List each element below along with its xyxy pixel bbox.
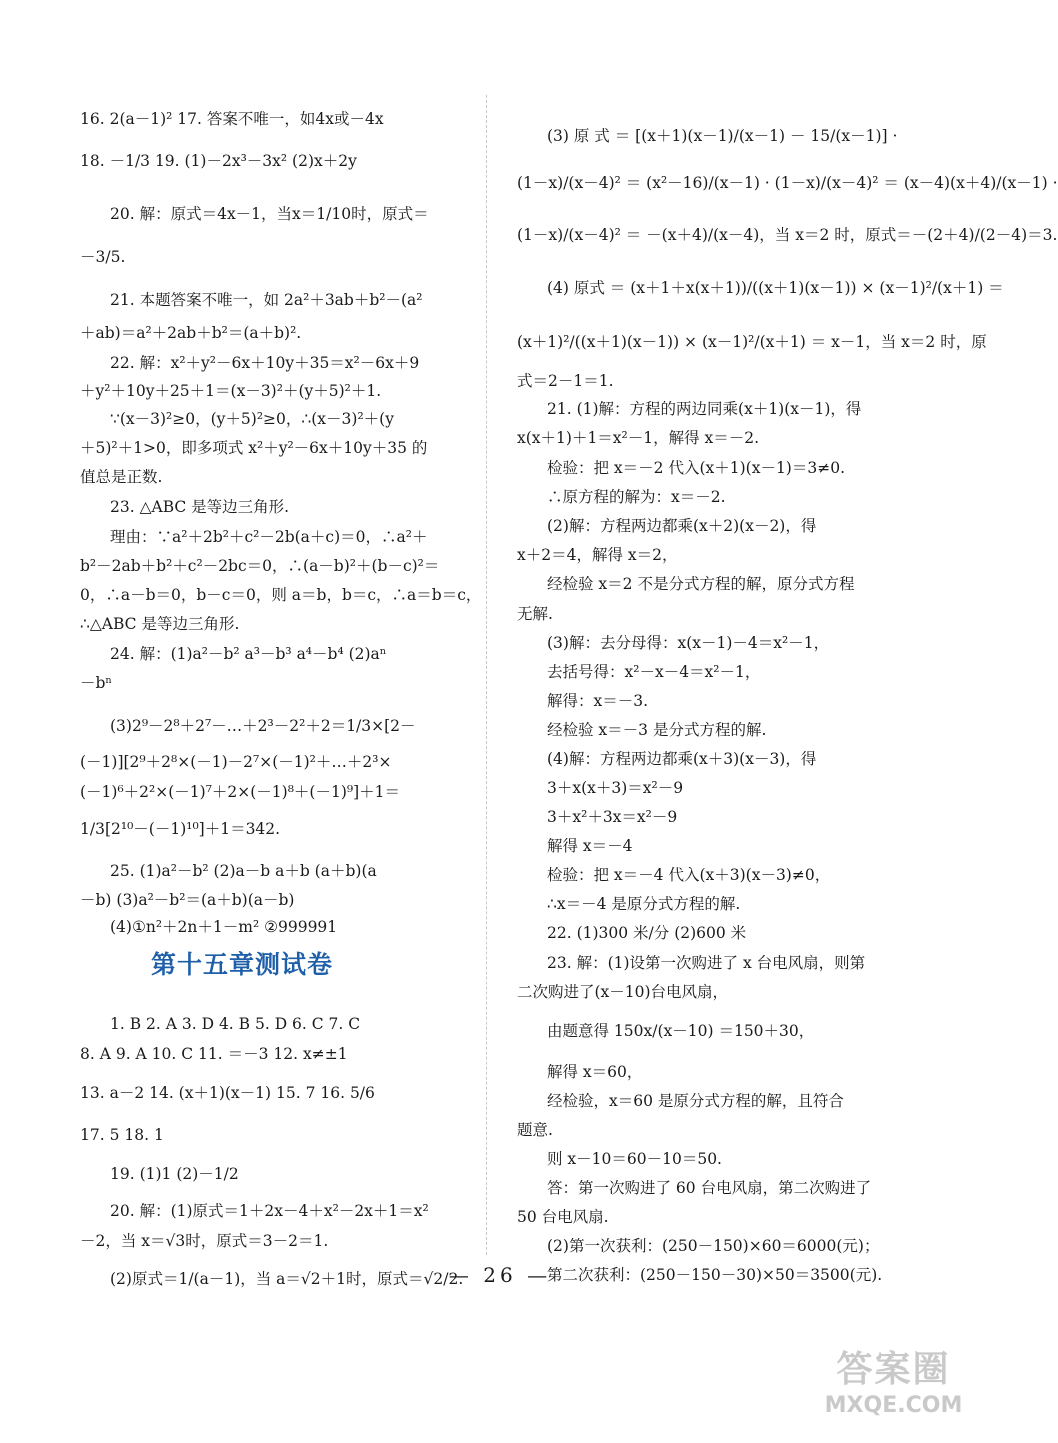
answer-line: 22. 解：x²＋y²－6x＋10y＋35＝x²－6x＋9: [110, 354, 420, 372]
answer-line: 13. a－2 14. (x＋1)(x－1) 15. 7 16. 5/6: [80, 1084, 375, 1102]
answer-line: 经检验 x＝－3 是分式方程的解.: [547, 721, 767, 739]
answer-line: －3/5.: [80, 248, 126, 266]
answer-line: x(x＋1)＋1＝x²－1，解得 x＝－2.: [517, 429, 760, 447]
answer-line: 检验：把 x＝－2 代入(x＋1)(x－1)＝3≠0.: [547, 459, 845, 477]
answer-line: 由题意得 150x/(x－10) ＝150＋30，: [547, 1022, 815, 1040]
answer-line: (－1)][2⁹＋2⁸×(－1)－2⁷×(－1)²＋…＋2³×: [80, 753, 392, 771]
answer-line: 20. 解：(1)原式＝1＋2x－4＋x²－2x＋1＝x²: [110, 1202, 429, 1220]
answer-line: 22. (1)300 米/分 (2)600 米: [547, 924, 747, 942]
answer-line: ∴△ABC 是等边三角形.: [80, 615, 240, 633]
answer-line: b²－2ab＋b²＋c²－2bc＝0，∴(a－b)²＋(b－c)²＝: [80, 557, 440, 575]
answer-line: 经检验 x＝2 不是分式方程的解，原分式方程: [547, 575, 855, 593]
answer-line: (1－x)/(x－4)² ＝ －(x＋4)/(x－4)，当 x＝2 时，原式＝－(2＋4)/(2－4)＝3.: [517, 226, 1058, 244]
answer-line: (3)2⁹－2⁸＋2⁷－…＋2³－2²＋2＝1/3×[2－: [110, 717, 416, 735]
answer-line: 18. －1/3 19. (1)－2x³－3x² (2)x＋2y: [80, 152, 357, 170]
watermark-text: 答案圈: [836, 1349, 951, 1390]
answer-line: ∴原方程的解为：x＝－2.: [547, 488, 726, 506]
answer-line: 则 x－10＝60－10＝50.: [547, 1150, 722, 1168]
answer-line: 解得：x＝－3.: [547, 692, 649, 710]
answer-line: 50 台电风扇.: [517, 1208, 609, 1226]
answer-line: ＋ab)＝a²＋2ab＋b²＝(a＋b)².: [80, 324, 302, 342]
answer-line: 答：第一次购进了 60 台电风扇，第二次购进了: [547, 1179, 872, 1197]
answer-line: 解得 x＝－4: [547, 837, 633, 855]
answer-line: 无解.: [517, 605, 553, 623]
answer-line: (4) 原式 ＝ (x＋1＋x(x＋1))/((x＋1)(x－1)) × (x－1)²/(x＋1) ＝: [547, 279, 1004, 297]
watermark-logo: [806, 1345, 981, 1430]
answer-line: 1/3[2¹⁰－(－1)¹⁰]＋1＝342.: [80, 820, 281, 838]
answer-line: 24. 解：(1)a²－b² a³－b³ a⁴－b⁴ (2)aⁿ: [110, 645, 387, 663]
answer-line: 值总是正数.: [80, 468, 163, 486]
page-number: — 26 —: [448, 1263, 552, 1287]
answer-line: 23. 解：(1)设第一次购进了 x 台电风扇，则第: [547, 954, 866, 972]
answer-line: －b) (3)a²－b²＝(a＋b)(a－b): [80, 891, 295, 909]
answer-line: 1. B 2. A 3. D 4. B 5. D 6. C 7. C: [110, 1015, 361, 1033]
answer-line: 16. 2(a－1)² 17. 答案不唯一，如4x或－4x: [80, 110, 384, 128]
answer-line: (1－x)/(x－4)² ＝ (x²－16)/(x－1) · (1－x)/(x－4)² ＝ (x－4)(x＋4)/(x－1) ·: [517, 174, 1058, 192]
answer-line: 19. (1)1 (2)－1/2: [110, 1165, 239, 1183]
answer-line: 去括号得：x²－x－4＝x²－1，: [547, 663, 761, 681]
answer-line: (2)解：方程两边都乘(x＋2)(x－2)，得: [547, 517, 817, 535]
answer-line: (4)①n²＋2n＋1－m² ②999991: [110, 918, 338, 936]
answer-line: ∴x＝－4 是原分式方程的解.: [547, 895, 741, 913]
answer-line: ＋5)²＋1>0，即多项式 x²＋y²－6x＋10y＋35 的: [80, 439, 428, 457]
section-heading: 第十五章测试卷: [150, 950, 333, 979]
answer-line: 检验：把 x＝－4 代入(x＋3)(x－3)≠0，: [547, 866, 831, 884]
answer-line: 式＝2－1＝1.: [517, 372, 614, 390]
answer-line: －bⁿ: [80, 674, 113, 692]
answer-line: 3＋x(x＋3)＝x²－9: [547, 779, 684, 797]
answer-line: (3)解：去分母得：x(x－1)－4＝x²－1，: [547, 634, 830, 652]
answer-line: 3＋x²＋3x＝x²－9: [547, 808, 678, 826]
answer-line: 理由：∵a²＋2b²＋c²－2b(a＋c)＝0，∴a²＋: [110, 528, 428, 546]
answer-line: －2，当 x＝√3时，原式＝3－2＝1.: [80, 1232, 329, 1250]
answer-line: (－1)⁶＋2²×(－1)⁷＋2×(－1)⁸＋(－1)⁹]＋1＝: [80, 783, 400, 801]
answer-line: ＋y²＋10y＋25＋1＝(x－3)²＋(y＋5)²＋1.: [80, 382, 382, 400]
answer-line: (4)解：方程两边都乘(x＋3)(x－3)，得: [547, 750, 817, 768]
answer-line: (2)原式＝1/(a－1)，当 a＝√2＋1时，原式＝√2/2.: [110, 1270, 464, 1288]
answer-line: 8. A 9. A 10. C 11. ＝－3 12. x≠±1: [80, 1045, 348, 1063]
answer-line: 解得 x＝60，: [547, 1063, 643, 1081]
answer-line: 21. (1)解：方程的两边同乘(x＋1)(x－1)，得: [547, 400, 862, 418]
answer-line: 17. 5 18. 1: [80, 1126, 164, 1144]
answer-line: ∵(x－3)²≥0，(y＋5)²≥0，∴(x－3)²＋(y: [110, 410, 394, 428]
answer-line: (x＋1)²/((x＋1)(x－1)) × (x－1)²/(x＋1) ＝ x－1，当 x＝2 时，原: [517, 333, 987, 351]
answer-line: x＋2＝4，解得 x＝2，: [517, 546, 678, 564]
answer-line: 25. (1)a²－b² (2)a－b a＋b (a＋b)(a: [110, 862, 377, 880]
watermark-url: MXQE.COM: [824, 1393, 963, 1418]
answer-line: 21. 本题答案不唯一，如 2a²＋3ab＋b²－(a²: [110, 291, 423, 309]
answer-line: 第二次获利：(250－150－30)×50＝3500(元).: [547, 1266, 883, 1284]
answer-line: 题意.: [517, 1121, 553, 1139]
answer-line: 20. 解：原式＝4x－1，当x＝1/10时，原式＝: [110, 205, 429, 223]
answer-line: 0，∴a－b＝0，b－c＝0，则 a＝b，b＝c，∴a＝b＝c，: [80, 586, 482, 604]
answer-line: 23. △ABC 是等边三角形.: [110, 498, 290, 516]
answer-line: 二次购进了(x－10)台电风扇，: [517, 983, 729, 1001]
answer-line: (2)第一次获利：(250－150)×60＝6000(元)；: [547, 1237, 880, 1255]
answer-line: 经检验，x＝60 是原分式方程的解，且符合: [547, 1092, 844, 1110]
column-divider: [486, 95, 487, 1255]
answer-line: (3) 原 式 ＝ [(x＋1)(x－1)/(x－1) － 15/(x－1)] ·: [547, 127, 898, 145]
